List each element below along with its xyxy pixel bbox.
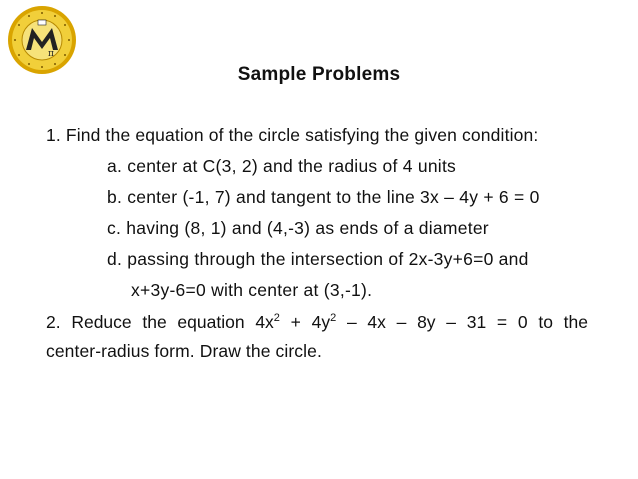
seal-inner xyxy=(22,20,62,60)
problem-1-stem: 1. Find the equation of the circle satisfying the given condition: xyxy=(46,125,539,145)
seal-book xyxy=(38,20,46,25)
problem-1b: b. center (-1, 7) and tangent to the line 3x – 4y + 6 = 0 xyxy=(107,187,540,207)
problem-2-line-1 xyxy=(46,311,588,333)
problem-1a: a. center at C(3, 2) and the radius of 4 units xyxy=(107,156,457,176)
problem-1d-continued: x+3y-6=0 with center at (3,-1). xyxy=(131,280,373,300)
seal-pi-symbol: π xyxy=(48,49,54,59)
problem-2-exp2: 2 xyxy=(330,312,337,325)
problem-1c: c. having (8, 1) and (4,-3) as ends of a diameter xyxy=(107,218,489,238)
problem-2-eq-part1: 4x xyxy=(255,312,274,332)
problem-2-line-2: center-radius form. Draw the circle. xyxy=(46,341,322,361)
problem-2-eq-part2: + 4y xyxy=(290,312,331,332)
problem-2-lead: 2. Reduce the equation xyxy=(46,312,245,332)
problem-2-eq-part3: – 4x – 8y – 31 = 0 to the xyxy=(346,312,588,332)
problem-1d: d. passing through the intersection of 2x-3y+6=0 and xyxy=(107,249,529,269)
problem-2-exp1: 2 xyxy=(273,312,280,325)
page-title: Sample Problems xyxy=(237,64,401,85)
